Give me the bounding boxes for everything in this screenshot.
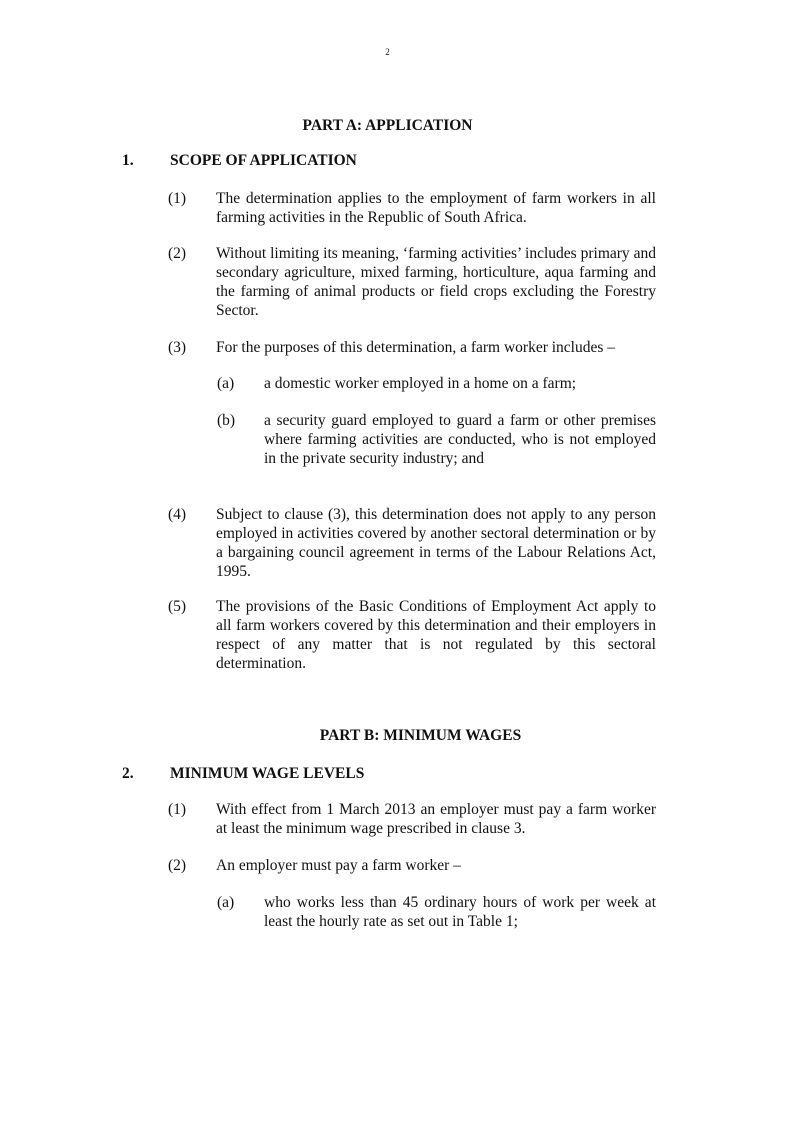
part-a-heading: PART A: APPLICATION [302,117,473,134]
clause-1-4-text: Subject to clause (3), this determination does not apply to any person employed in activities covered by another sectoral determination or by a bargaining council agreement in terms of the Labour Relations Act, 1995. [216,506,656,580]
clause-2-1-number: (1) [168,801,187,818]
clause-1-5-number: (5) [168,598,187,615]
clause-1-1-text: The determination applies to the employment of farm workers in all farming activities in the Republic of South Africa. [216,190,656,226]
page-number: 2 [385,47,390,57]
clause-2-2-number: (2) [168,857,187,874]
clause-1-3-b-text: a security guard employed to guard a farm or other premises where farming activities are conducted, who is not employed in the private security industry; and [264,412,656,467]
clause-1-3-number: (3) [168,339,187,356]
section-1-title: SCOPE OF APPLICATION [170,152,357,169]
clause-1-2-number: (2) [168,245,187,262]
section-2-title: MINIMUM WAGE LEVELS [170,765,365,782]
clause-2-1-text: With effect from 1 March 2013 an employer must pay a farm worker at least the minimum wage prescribed in clause 3. [216,801,656,837]
clause-2-2-a-text: who works less than 45 ordinary hours of work per week at least the hourly rate as set out in Table 1; [264,894,656,930]
section-2-number: 2. [122,765,134,782]
clause-1-1-number: (1) [168,190,187,207]
clause-1-4-number: (4) [168,506,187,523]
clause-2-2-a-number: (a) [217,894,235,911]
clause-1-3-a-text: a domestic worker employed in a home on a farm; [264,375,577,392]
clause-1-2-text: Without limiting its meaning, ‘farming activities’ includes primary and secondary agriculture, mixed farming, horticulture, aqua farming and the farming of animal products or field crops excluding the Forestry Sector. [216,245,656,319]
clause-1-3-b-number: (b) [217,412,236,429]
clause-1-5-text: The provisions of the Basic Conditions of Employment Act apply to all farm workers covered by this determination and their employers in respect of any matter that is not regulated by this sectoral determination. [216,598,656,672]
part-b-heading: PART B: MINIMUM WAGES [319,727,522,744]
clause-1-3-a-number: (a) [217,375,235,392]
clause-2-2-text: An employer must pay a farm worker – [216,857,461,874]
section-1-number: 1. [122,152,134,169]
clause-1-3-text: For the purposes of this determination, a farm worker includes – [216,339,616,356]
